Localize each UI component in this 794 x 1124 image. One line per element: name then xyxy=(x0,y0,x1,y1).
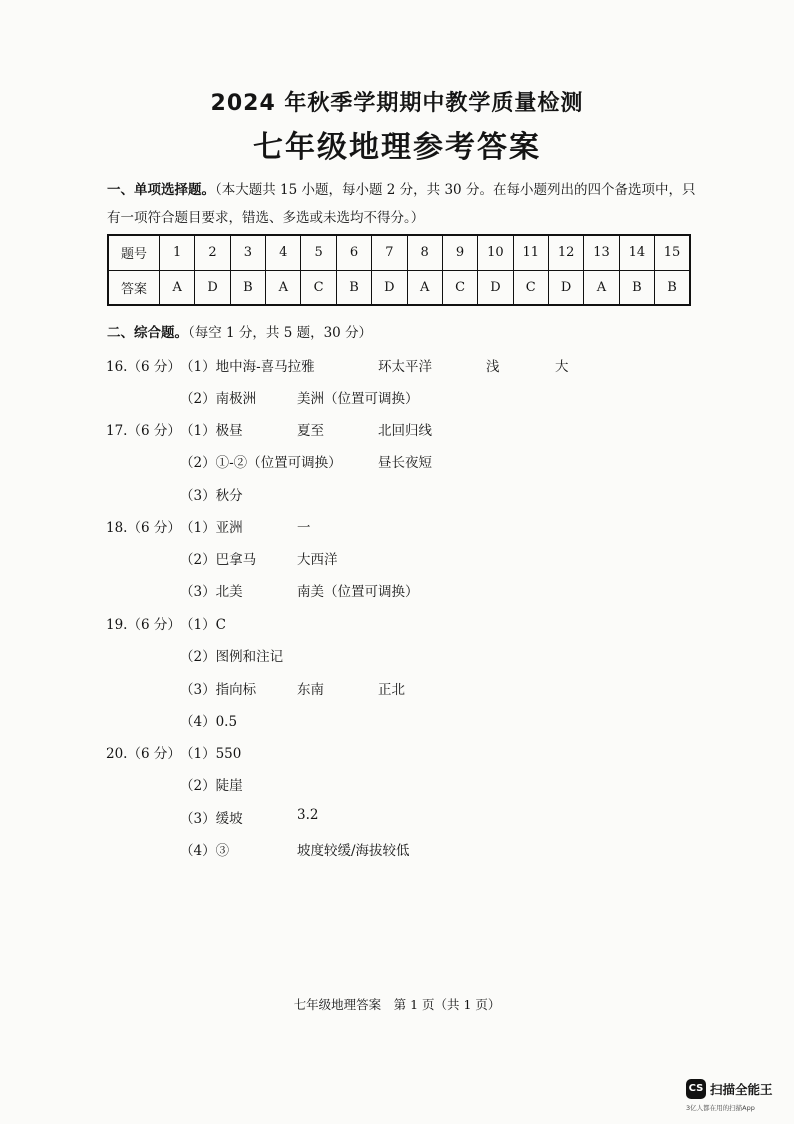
answer-cell: A xyxy=(160,270,195,305)
q18-2-answer-a: （2）巴拿马 xyxy=(180,552,257,568)
q20-number: 20.（6 分） xyxy=(106,746,181,762)
q16-2-answer-b: 美洲（位置可调换） xyxy=(297,391,419,407)
q16-1-answer-c: 浅 xyxy=(486,359,500,375)
q20-3-answer-b: 3.2 xyxy=(297,807,319,823)
question-number-cell: 13 xyxy=(584,235,619,270)
question-number-cell: 5 xyxy=(301,235,336,270)
answer-cell: D xyxy=(195,270,230,305)
question-number-cell: 15 xyxy=(655,235,690,270)
answer-cell: A xyxy=(266,270,301,305)
q20-3-answer-a: （3）缓坡 xyxy=(180,811,243,827)
answer-cell: A xyxy=(407,270,442,305)
question-number-cell: 11 xyxy=(513,235,548,270)
q18-1-answer-a: （1）亚洲 xyxy=(180,520,243,536)
q19-3-answer-a: （3）指向标 xyxy=(180,682,257,698)
exam-title: 2024 年秋季学期期中教学质量检测 xyxy=(210,91,584,116)
q18-1-answer-b: 一 xyxy=(297,520,311,536)
q16-1-answer-a: （1）地中海-喜马拉雅 xyxy=(180,359,315,375)
q16-1-answer-b: 环太平洋 xyxy=(378,359,432,375)
answer-cell: B xyxy=(619,270,654,305)
q16-number: 16.（6 分） xyxy=(106,359,181,375)
q19-2-answer-a: （2）图例和注记 xyxy=(180,649,284,665)
q17-1-answer-a: （1）极昼 xyxy=(180,423,243,439)
camscanner-logo-icon: CS xyxy=(686,1079,706,1099)
q16-2-answer-a: （2）南极洲 xyxy=(180,391,257,407)
q18-number: 18.（6 分） xyxy=(106,520,181,536)
q17-3-answer-a: （3）秋分 xyxy=(180,488,243,504)
question-number-row xyxy=(108,235,690,270)
section2-heading: 二、综合题。 xyxy=(107,325,188,341)
question-number-cell: 9 xyxy=(442,235,477,270)
answer-cell: D xyxy=(548,270,583,305)
answer-cell: D xyxy=(372,270,407,305)
answer-cell: C xyxy=(442,270,477,305)
question-number-cell: 6 xyxy=(336,235,371,270)
question-number-cell: 3 xyxy=(230,235,265,270)
question-number-cell: 10 xyxy=(478,235,513,270)
q19-3-answer-b: 东南 xyxy=(297,682,324,698)
scanner-watermark xyxy=(686,1079,786,1115)
question-number-cell: 12 xyxy=(548,235,583,270)
question-number-cell: 14 xyxy=(619,235,654,270)
question-number-cell: 1 xyxy=(160,235,195,270)
q19-4-answer-a: （4）0.5 xyxy=(180,714,238,730)
section1-heading: 一、单项选择题。 xyxy=(107,182,215,198)
scanner-app-name: 扫描全能王 xyxy=(710,1082,773,1097)
q20-1-answer-a: （1）550 xyxy=(180,746,242,762)
question-number-cell: 4 xyxy=(266,235,301,270)
q18-3-answer-b: 南美（位置可调换） xyxy=(297,584,419,600)
q18-3-answer-a: （3）北美 xyxy=(180,584,243,600)
answer-cell: C xyxy=(513,270,548,305)
question-number-cell: 7 xyxy=(372,235,407,270)
section1-note-continued: 有一项符合题目要求，错选、多选或未选均不得分。） xyxy=(107,210,425,226)
q19-3-answer-c: 正北 xyxy=(378,682,405,698)
answer-cell: B xyxy=(230,270,265,305)
q17-2-answer-a: （2）①-②（位置可调换） xyxy=(180,455,342,471)
section2-heading-line xyxy=(107,321,372,341)
answer-cell: B xyxy=(655,270,690,305)
answer-cell: A xyxy=(584,270,619,305)
q17-number: 17.（6 分） xyxy=(106,423,181,439)
answer-cell: D xyxy=(478,270,513,305)
row-label-answer: 答案 xyxy=(108,270,160,305)
scanner-app-tagline: 3亿人都在用的扫描App xyxy=(686,1104,755,1112)
q18-2-answer-b: 大西洋 xyxy=(297,552,338,568)
answer-row xyxy=(108,270,690,305)
answer-table xyxy=(107,234,691,306)
question-number-cell: 8 xyxy=(407,235,442,270)
q17-1-answer-c: 北回归线 xyxy=(378,423,432,439)
q19-number: 19.（6 分） xyxy=(106,617,181,633)
q19-1-answer-a: （1）C xyxy=(180,617,226,633)
section1-heading-line xyxy=(107,178,695,198)
q16-1-answer-d: 大 xyxy=(555,359,569,375)
answer-cell: C xyxy=(301,270,336,305)
page-footer: 七年级地理答案 第 1 页（共 1 页） xyxy=(293,997,501,1012)
q20-2-answer-a: （2）陡崖 xyxy=(180,778,243,794)
q20-4-answer-a: （4）③ xyxy=(180,843,230,859)
section2-note: （每空 1 分，共 5 题，30 分） xyxy=(188,325,373,341)
answer-cell: B xyxy=(336,270,371,305)
section1-note: （本大题共 15 小题，每小题 2 分，共 30 分。在每小题列出的四个备选项中，只 xyxy=(215,182,696,198)
question-number-cell: 2 xyxy=(195,235,230,270)
q17-1-answer-b: 夏至 xyxy=(297,423,324,439)
answer-key-title: 七年级地理参考答案 xyxy=(253,130,541,165)
q20-4-answer-b: 坡度较缓/海拔较低 xyxy=(297,843,410,859)
q17-2-answer-b: 昼长夜短 xyxy=(378,455,432,471)
row-label-question-number: 题号 xyxy=(108,235,160,270)
